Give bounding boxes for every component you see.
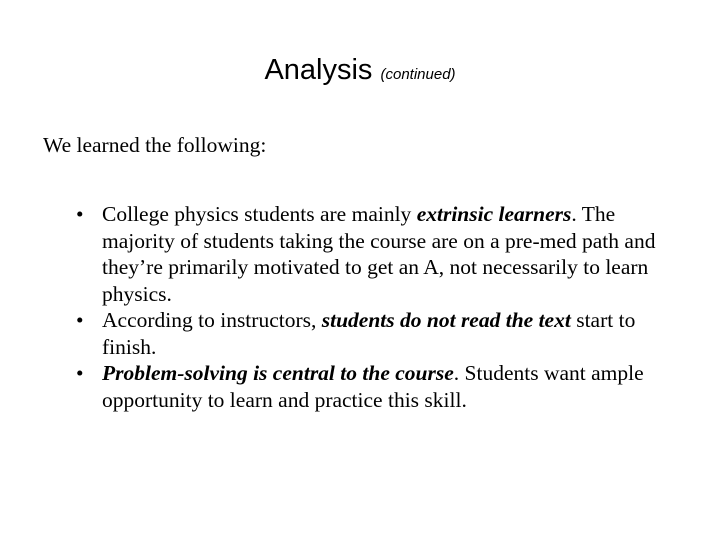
intro-text: We learned the following: <box>43 133 267 157</box>
slide-title <box>0 52 720 93</box>
bullet-item <box>76 307 691 360</box>
bullet-text: start to finish. <box>102 308 636 359</box>
bullet-dot: • <box>76 308 84 332</box>
bullet-item <box>76 360 691 413</box>
bullet-dot: • <box>76 361 84 385</box>
bullet-emphasis: Problem-solving is central to the course <box>102 361 454 385</box>
bullet-dot: • <box>76 202 84 226</box>
title-subtitle: (continued) <box>380 66 456 83</box>
bullet-item <box>76 201 691 307</box>
bullet-emphasis: students do not read the text <box>321 308 571 332</box>
bullet-text: According to instructors, <box>102 308 322 332</box>
bullet-text: . Students want ample opportunity to learn and practice this skill. <box>102 361 644 412</box>
bullet-text: . The majority of students taking the course are on a pre-med path and they’re primarily motivated to get an A, not necessarily to learn physics. <box>102 202 656 306</box>
bullet-list <box>76 201 691 413</box>
title-text: Analysis <box>264 54 373 86</box>
bullet-text: College physics students are mainly <box>102 202 417 226</box>
bullet-emphasis: extrinsic learners <box>416 202 572 226</box>
